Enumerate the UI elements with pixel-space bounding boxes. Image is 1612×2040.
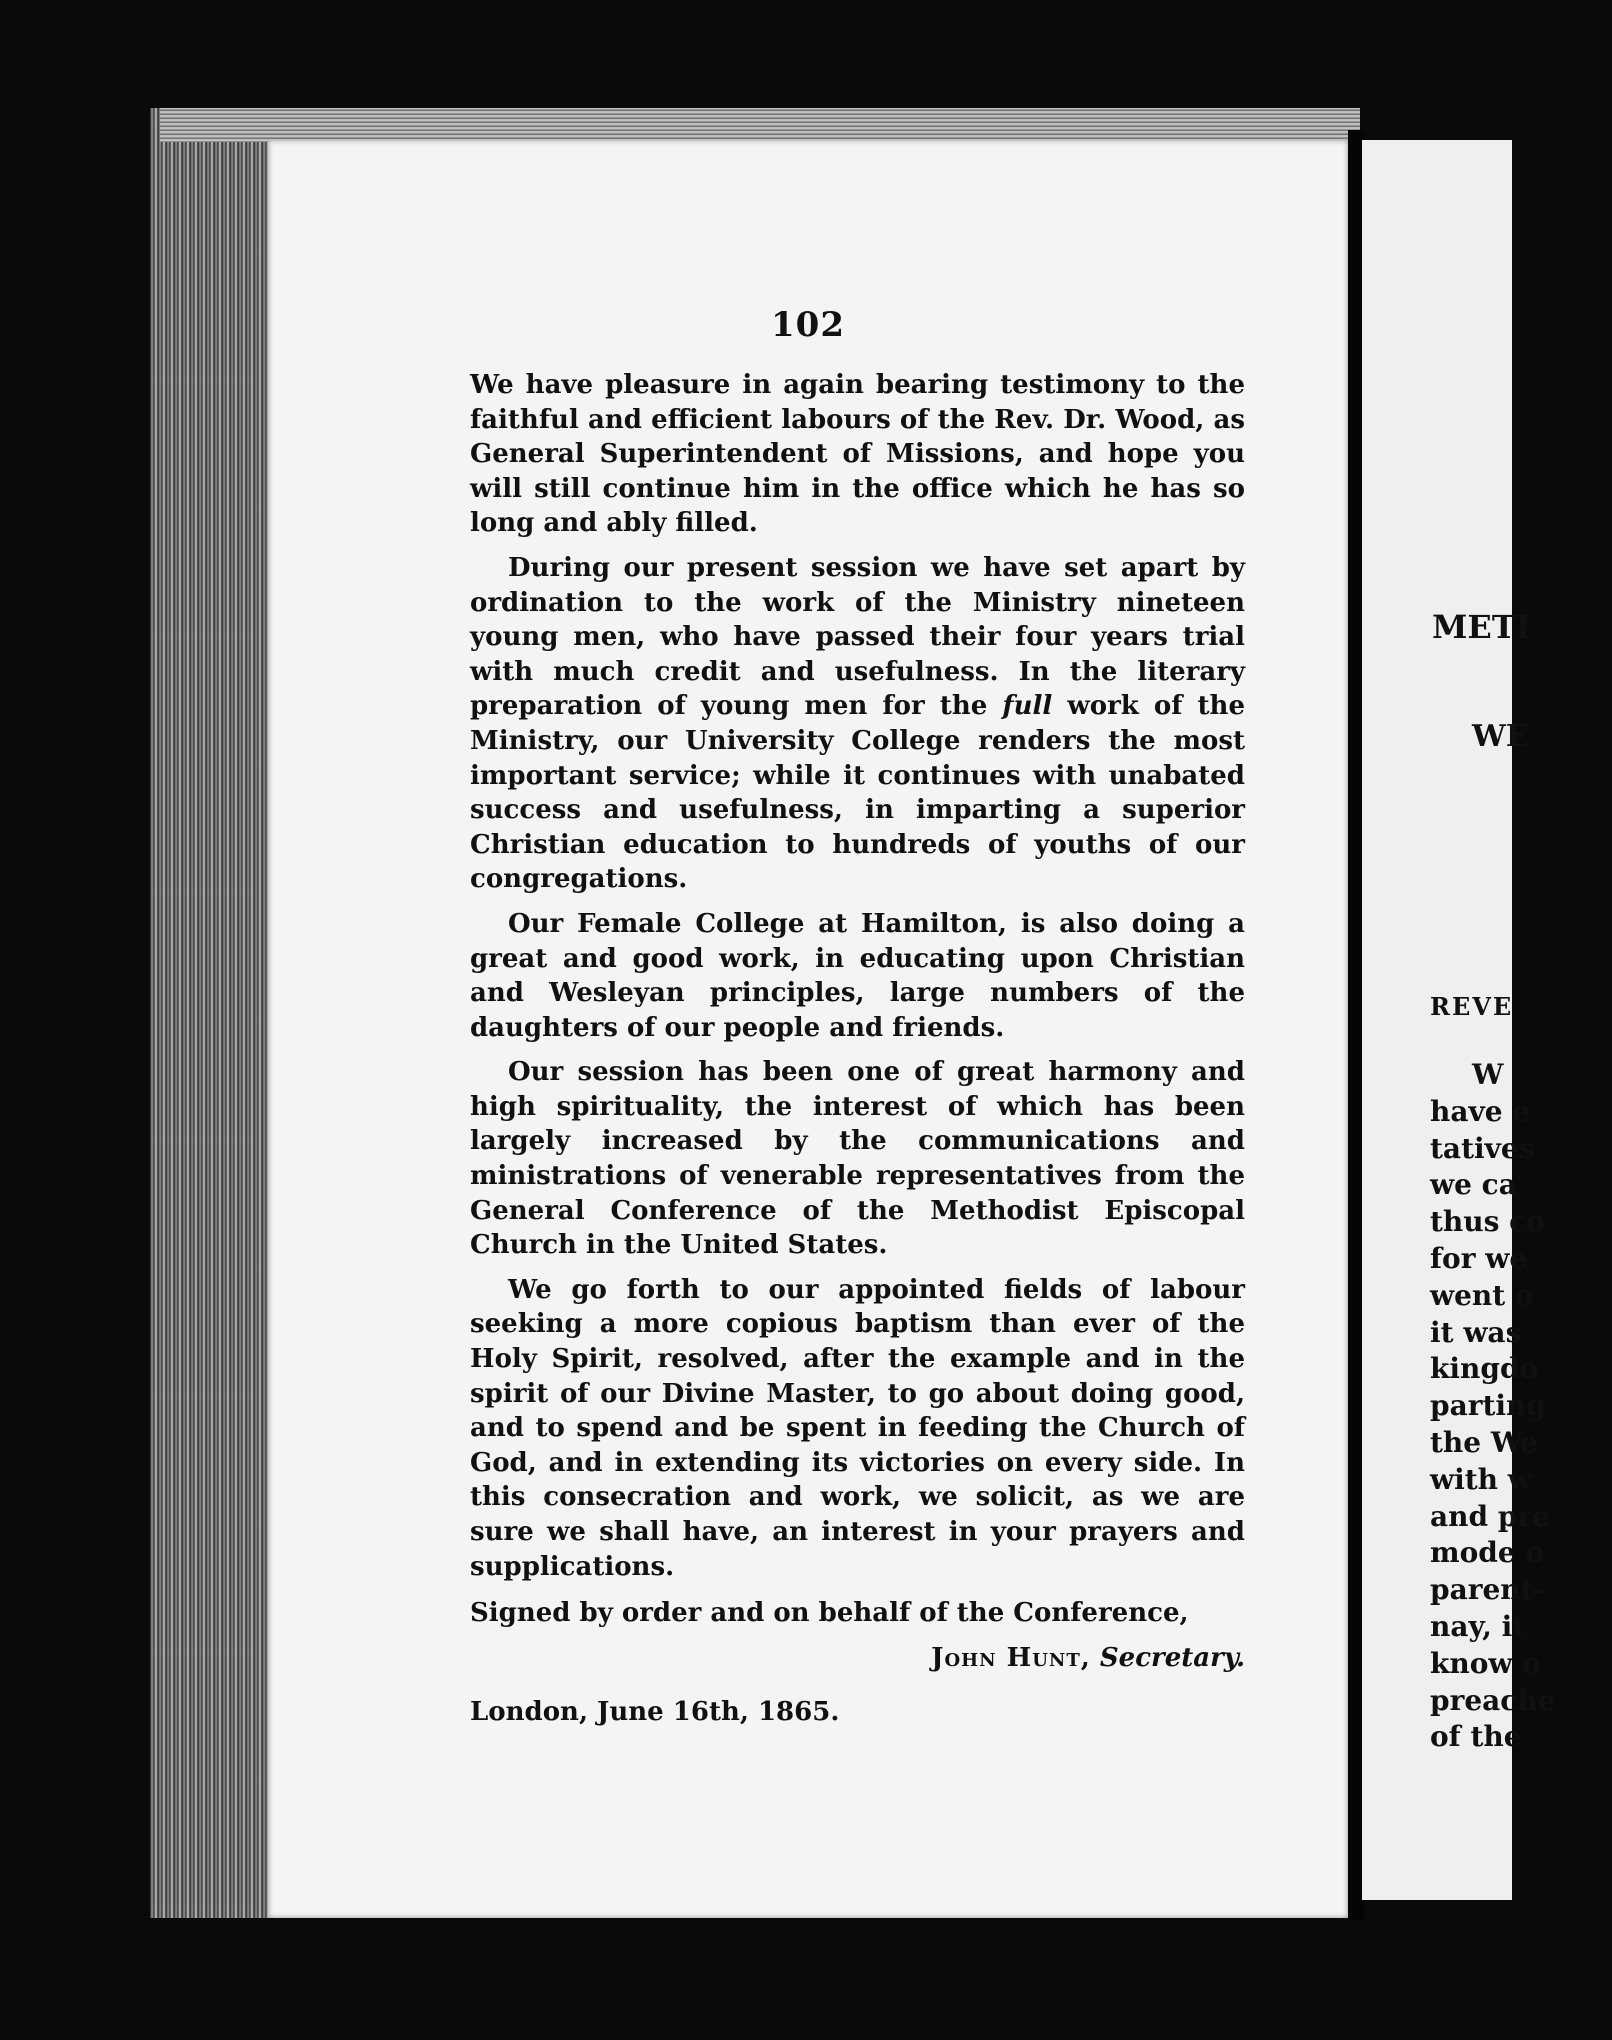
page-body (470, 368, 1245, 1740)
paragraph-1: We have pleasure in again bearing testimony to the faithful and efficient labours of the Rev. Dr. Wood, as General Superintendent of Missions, and hope you will still continue him in the office which he has so long and ably filled. (470, 370, 1245, 539)
paragraph-5: We go forth to our appointed fields of labour seeking a more copious baptism than ever of the Holy Spirit, resolved, after the example and in the spirit of our Divine Master, to go about doing good, and to spend and be spent in feeding the Church of God, and in extending its victories on every side. In this consecration and work, we solicit, as we are sure we shall have, an interest in your prayers and supplications. (470, 1274, 1245, 1582)
facing-line: the We (1430, 1426, 1538, 1459)
facing-line: mode o (1430, 1536, 1545, 1570)
date-line: London, June 16th, 1865. (470, 1697, 840, 1728)
facing-line: preache (1430, 1683, 1556, 1717)
facing-line: for we (1430, 1242, 1528, 1275)
facing-line: kingdo (1430, 1352, 1539, 1386)
facing-line: went o (1430, 1278, 1534, 1312)
left-page (268, 140, 1348, 1918)
facing-line: parent- (1430, 1573, 1546, 1607)
facing-line: with w (1430, 1462, 1532, 1496)
signatory-title: Secretary. (1099, 1642, 1245, 1673)
facing-line: it was (1430, 1315, 1522, 1349)
facing-line: and pre (1430, 1499, 1550, 1533)
facing-line: tatives (1430, 1131, 1535, 1165)
facing-line: have e (1430, 1094, 1531, 1128)
facing-page (1362, 140, 1556, 1900)
signed-line: Signed by order and on behalf of the Conference, (470, 1598, 1189, 1629)
paragraph-2-part-b: work of the Ministry, our University College renders the most important service; while it continues with unabated success and usefulness, in imparting a superior Christian education to hundreds of youths of our congregations. (470, 691, 1245, 895)
paragraph-2-part-a: During our present session we have set apart by ordination to the work of the Ministry nineteen young men, who have passed their four years trial with much credit and usefulness. In the literary preparation of young men for the (470, 552, 1245, 722)
facing-line: W (1472, 1058, 1504, 1091)
paragraph-2 (470, 551, 1245, 897)
facing-line: know o (1430, 1646, 1541, 1680)
signature (470, 1641, 1245, 1676)
facing-line: thus co (1430, 1205, 1545, 1239)
book-page-edges (150, 108, 270, 1918)
book-top-edges (160, 108, 1360, 142)
facing-subheading: WE (1472, 719, 1529, 754)
paragraph-3: Our Female College at Hamilton, is also doing a great and good work, in educating upon Christian and Wesleyan principles, large numbers of the daughters of our people and friends. (470, 908, 1245, 1043)
facing-line: of the (1430, 1720, 1522, 1754)
paragraph-4: Our session has been one of great harmony and high spirituality, the interest of which has been largely increased by the communications and ministrations of venerable representatives from the General Conference of the Methodist Episcopal Church in the United States. (470, 1057, 1245, 1261)
facing-heading: METI (1432, 608, 1531, 646)
italic-full: full (1002, 691, 1053, 722)
signatory-name: John Hunt, (931, 1642, 1091, 1673)
facing-line: nay, it (1430, 1610, 1526, 1643)
facing-line: we ca (1430, 1168, 1517, 1202)
facing-line: parting (1430, 1389, 1546, 1423)
facing-reve: REVE (1430, 992, 1514, 1021)
page-number: 102 (771, 305, 845, 345)
